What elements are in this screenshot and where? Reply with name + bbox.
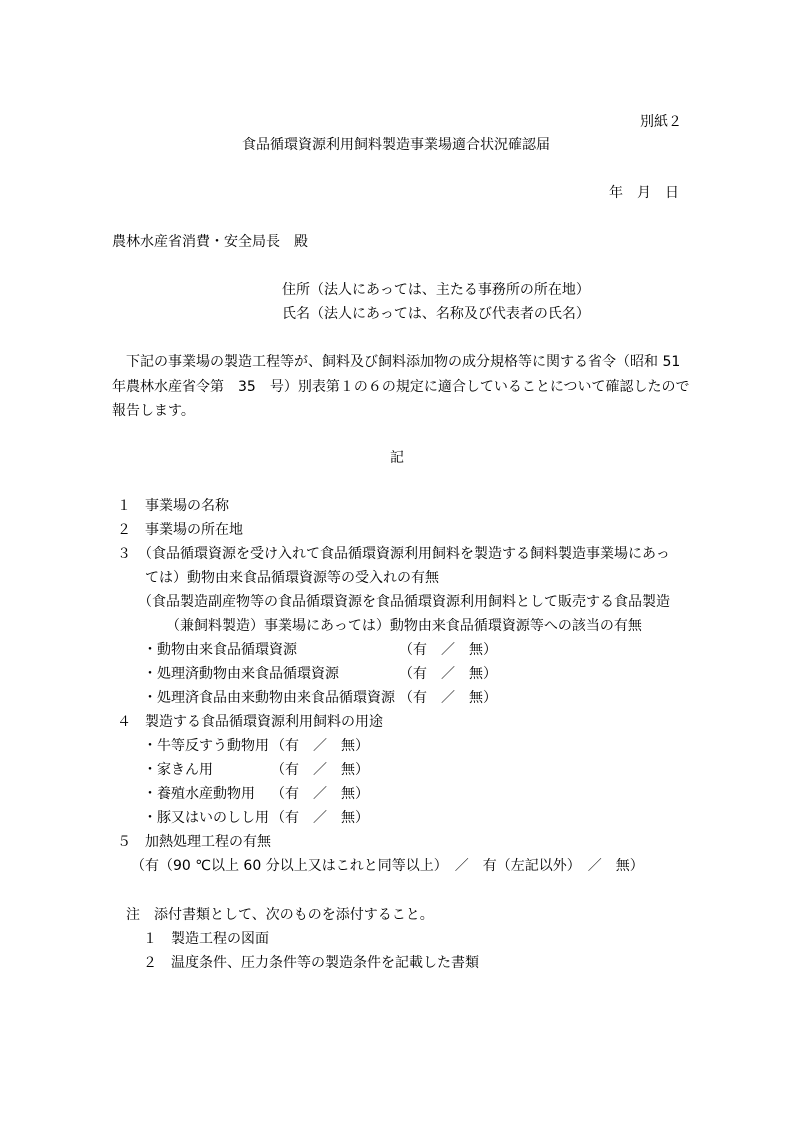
document-title: 食品循環資源利用飼料製造事業場適合状況確認届 — [242, 137, 550, 153]
item-5: ５ 加熱処理工程の有無 — [117, 834, 271, 850]
item-3-line-1: ３ （食品循環資源を受け入れて食品循環資源利用飼料を製造する飼料製造事業場にあっ — [117, 546, 670, 562]
sub4-label-2: ・家きん用 — [143, 762, 213, 778]
note-heading: 注 添付書類として、次のものを添付すること。 — [126, 907, 434, 923]
body-line-2: 年農林水産省令第 35 号）別表第１の６の規定に適合していることについて確認したので — [112, 379, 690, 395]
sub4-choice-3: （有 ／ 無） — [271, 786, 369, 802]
item-3-line-3: （食品製造副産物等の食品循環資源を食品循環資源利用飼料として販売する食品製造 — [117, 594, 670, 610]
item-5-options: （有（90 ℃以上 60 分以上又はこれと同等以上） ／ 有（左記以外） ／ 無） — [131, 858, 644, 874]
note-item-1: １ 製造工程の図面 — [143, 931, 269, 947]
sub3-label-1: ・動物由来食品循環資源 — [143, 642, 297, 658]
addressee: 農林水産省消費・安全局長 殿 — [112, 234, 308, 250]
sub3-label-3: ・処理済食品由来動物由来食品循環資源 — [143, 690, 395, 706]
sender-address-label: 住所（法人にあっては、主たる事務所の所在地） — [282, 282, 590, 298]
sub3-choice-2: （有 ／ 無） — [399, 666, 497, 682]
item-2: ２ 事業場の所在地 — [117, 522, 243, 538]
sub4-label-4: ・豚又はいのしし用 — [143, 810, 269, 826]
item-1: １ 事業場の名称 — [117, 498, 229, 514]
item-3-line-4: （兼飼料製造）事業場にあっては）動物由来食品循環資源等への該当の有無 — [117, 618, 642, 634]
sub4-choice-4: （有 ／ 無） — [271, 810, 369, 826]
date-field: 年 月 日 — [609, 185, 679, 201]
item-3-line-2: ては）動物由来食品循環資源等の受入れの有無 — [117, 570, 439, 586]
note-item-2: ２ 温度条件、圧力条件等の製造条件を記載した書類 — [143, 955, 479, 971]
body-line-1: 下記の事業場の製造工程等が、飼料及び飼料添加物の成分規格等に関する省令（昭和 51 — [112, 354, 681, 370]
sub3-label-2: ・処理済動物由来食品循環資源 — [143, 666, 339, 682]
attachment-label: 別紙２ — [640, 114, 682, 130]
item-4: ４ 製造する食品循環資源利用飼料の用途 — [117, 714, 383, 730]
body-line-3: 報告します。 — [112, 403, 195, 419]
sub4-label-1: ・牛等反すう動物用 — [143, 738, 269, 754]
sub4-choice-2: （有 ／ 無） — [271, 762, 369, 778]
sub3-choice-3: （有 ／ 無） — [399, 690, 497, 706]
sub3-choice-1: （有 ／ 無） — [399, 642, 497, 658]
sub4-label-3: ・養殖水産動物用 — [143, 786, 255, 802]
sender-name-label: 氏名（法人にあっては、名称及び代表者の氏名） — [282, 306, 590, 322]
sub4-choice-1: （有 ／ 無） — [271, 738, 369, 754]
ki-heading: 記 — [390, 450, 404, 466]
